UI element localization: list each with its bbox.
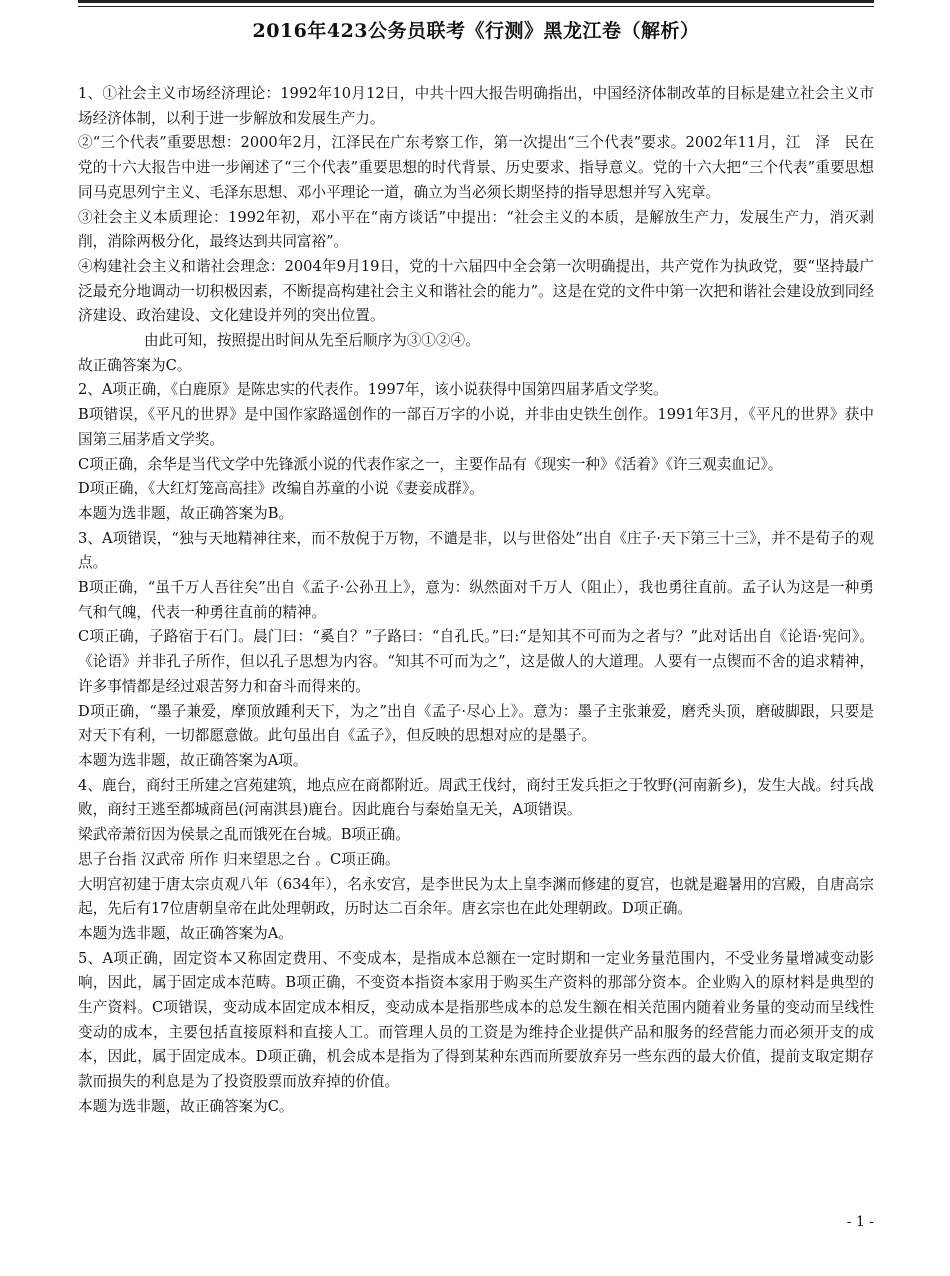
paragraph-q3-answer: 本题为选非题，故正确答案为A项。 — [78, 751, 308, 769]
paragraph-q4-option-d: 大明宫初建于唐太宗贞观八年（634年），名永安宫，是李世民为太上皇李渊而修建的夏宫，也就是避暑用的宫殿，自唐高宗起，先后有17位唐朝皇帝在此处理朝政，历时达二百余年。唐玄宗也在此处理朝政。D项正确。 — [78, 875, 874, 918]
paragraph-q3-option-a: 3、A项错误，“独与天地精神往来，而不敖倪于万物，不谴是非，以与世俗处”出自《庄子·天下第三十三》，并不是荀子的观点。 — [78, 529, 874, 572]
paragraph-q1-item2: ②“三个代表”重要思想：2000年2月，江泽民在广东考察工作，第一次提出“三个代表”要求。2002年11月，江 泽 民在党的十六大报告中进一步阐述了“三个代表”重要思想的时代背景、历史要求、指导意义。党的十六大把“三个代表”重要思想同马克思列宁主义、毛泽东思想、邓小平理论一道，确立为当必须长期坚持的指导思想并写入宪章。 — [78, 134, 874, 201]
paragraph-q3-option-b: B项正确，“虽千万人吾往矣”出自《孟子·公孙丑上》，意为：纵然面对千万人（阻止），我也勇往直前。孟子认为这是一种勇气和气魄，代表一种勇往直前的精神。 — [78, 579, 874, 621]
paragraph-q3-option-d: D项正确，“墨子兼爱，摩顶放踵利天下，为之”出自《孟子·尽心上》。意为：墨子主张兼爱，磨秃头顶，磨破脚跟，只要是对天下有利，一切都愿意做。此句虽出自《孟子》，但反映的思想对应的是墨子。 — [78, 702, 874, 745]
document-body — [78, 82, 874, 1120]
paragraph-q2-option-d: D项正确，《大红灯笼高高挂》改编自苏童的小说《妻妾成群》。 — [78, 480, 484, 498]
header-rule-thin — [78, 6, 874, 7]
paragraph-q3-option-c: C项正确，子路宿于石门。晨门曰：“奚自？”子路曰：“自孔氏。”曰:“是知其不可而为之者与？”此对话出自《论语·宪问》。《论语》并非孔子所作，但以孔子思想为内容。“知其不可而为之”，这是做人的大道理。人要有一点锲而不舍的追求精神，许多事情都是经过艰苦努力和奋斗而得来的。 — [78, 628, 874, 695]
paragraph-q1-item1: 1、①社会主义市场经济理论：1992年10月12日，中共十四大报告明确指出，中国经济体制改革的目标是建立社会主义市场经济体制，以利于进一步解放和发展生产力。 — [78, 85, 874, 127]
paragraph-q1-conclusion: 由此可知，按照提出时间从先至后顺序为③①②④。 — [144, 332, 480, 350]
paragraph-q1-answer: 故正确答案为C。 — [78, 356, 192, 374]
paragraph-q5-explanation: 5、A项正确，固定资本又称固定费用、不变成本，是指成本总额在一定时期和一定业务量范围内，不受业务量增减变动影响，因此，属于固定成本范畴。B项正确，不变资本指资本家用于购买生产资料的那部分资本。企业购入的原材料是典型的生产资料。C项错误，变动成本固定成本相反，变动成本是指那些成本的总发生额在相关范围内随着业务量的变动而呈线性变动的成本，主要包括直接原料和直接人工。而管理人员的工资是为维持企业提供产品和服务的经营能力而必须开支的成本，因此，属于固定成本。D项正确，机会成本是指为了得到某种东西而所要放弃另一些东西的最大价值，提前支取定期存款而损失的利息是为了投资股票而放弃掉的价值。 — [78, 949, 874, 1091]
paragraph-q4-option-b: 梁武帝萧衍因为侯景之乱而饿死在台城。B项正确。 — [78, 826, 410, 844]
paragraph-q1-item4: ④构建社会主义和谐社会理念：2004年9月19日，党的十六届四中全会第一次明确提出，共产党作为执政党，要“坚持最广泛最充分地调动一切积极因素，不断提高构建社会主义和谐社会的能力”。这是在党的文件中第一次把和谐社会建设放到同经济建设、政治建设、文化建设并列的突出位置。 — [78, 257, 874, 325]
paragraph-q4-option-a: 4、鹿台，商纣王所建之宫苑建筑，地点应在商都附近。周武王伐纣，商纣王发兵拒之于牧野(河南新乡)，发生大战。纣兵战败，商纣王逃至都城商邑(河南淇县)鹿台。因此鹿台与秦始皇无关，A项错误。 — [78, 776, 874, 819]
paragraph-q2-option-c: C项正确，余华是当代文学中先锋派小说的代表作家之一，主要作品有《现实一种》《活着》《许三观卖血记》。 — [78, 455, 783, 473]
header-rule-thick — [78, 0, 874, 3]
paragraph-q2-answer: 本题为选非题，故正确答案为B。 — [78, 504, 294, 522]
paragraph-q4-answer: 本题为选非题，故正确答案为A。 — [78, 924, 293, 942]
page-number: - 1 - — [846, 1214, 874, 1230]
paragraph-q4-option-c: 思子台指 汉武帝 所作 归来望思之台 。C项正确。 — [78, 850, 400, 868]
document-title: 2016年423公务员联考《行测》黑龙江卷（解析） — [252, 20, 700, 42]
paragraph-q2-option-b: B项错误，《平凡的世界》是中国作家路遥创作的一部百万字的小说，并非由史铁生创作。1991年3月，《平凡的世界》获中国第三届茅盾文学奖。 — [78, 406, 874, 448]
paragraph-q2-option-a: 2、A项正确，《白鹿原》是陈忠实的代表作。1997年，该小说获得中国第四届茅盾文学奖。 — [78, 381, 668, 399]
paragraph-q1-item3: ③社会主义本质理论：1992年初，邓小平在“南方谈话”中提出：“社会主义的本质，是解放生产力，发展生产力，消灭剥削，消除两极分化，最终达到共同富裕”。 — [78, 208, 874, 251]
paragraph-q5-answer: 本题为选非题，故正确答案为C。 — [78, 1097, 294, 1115]
